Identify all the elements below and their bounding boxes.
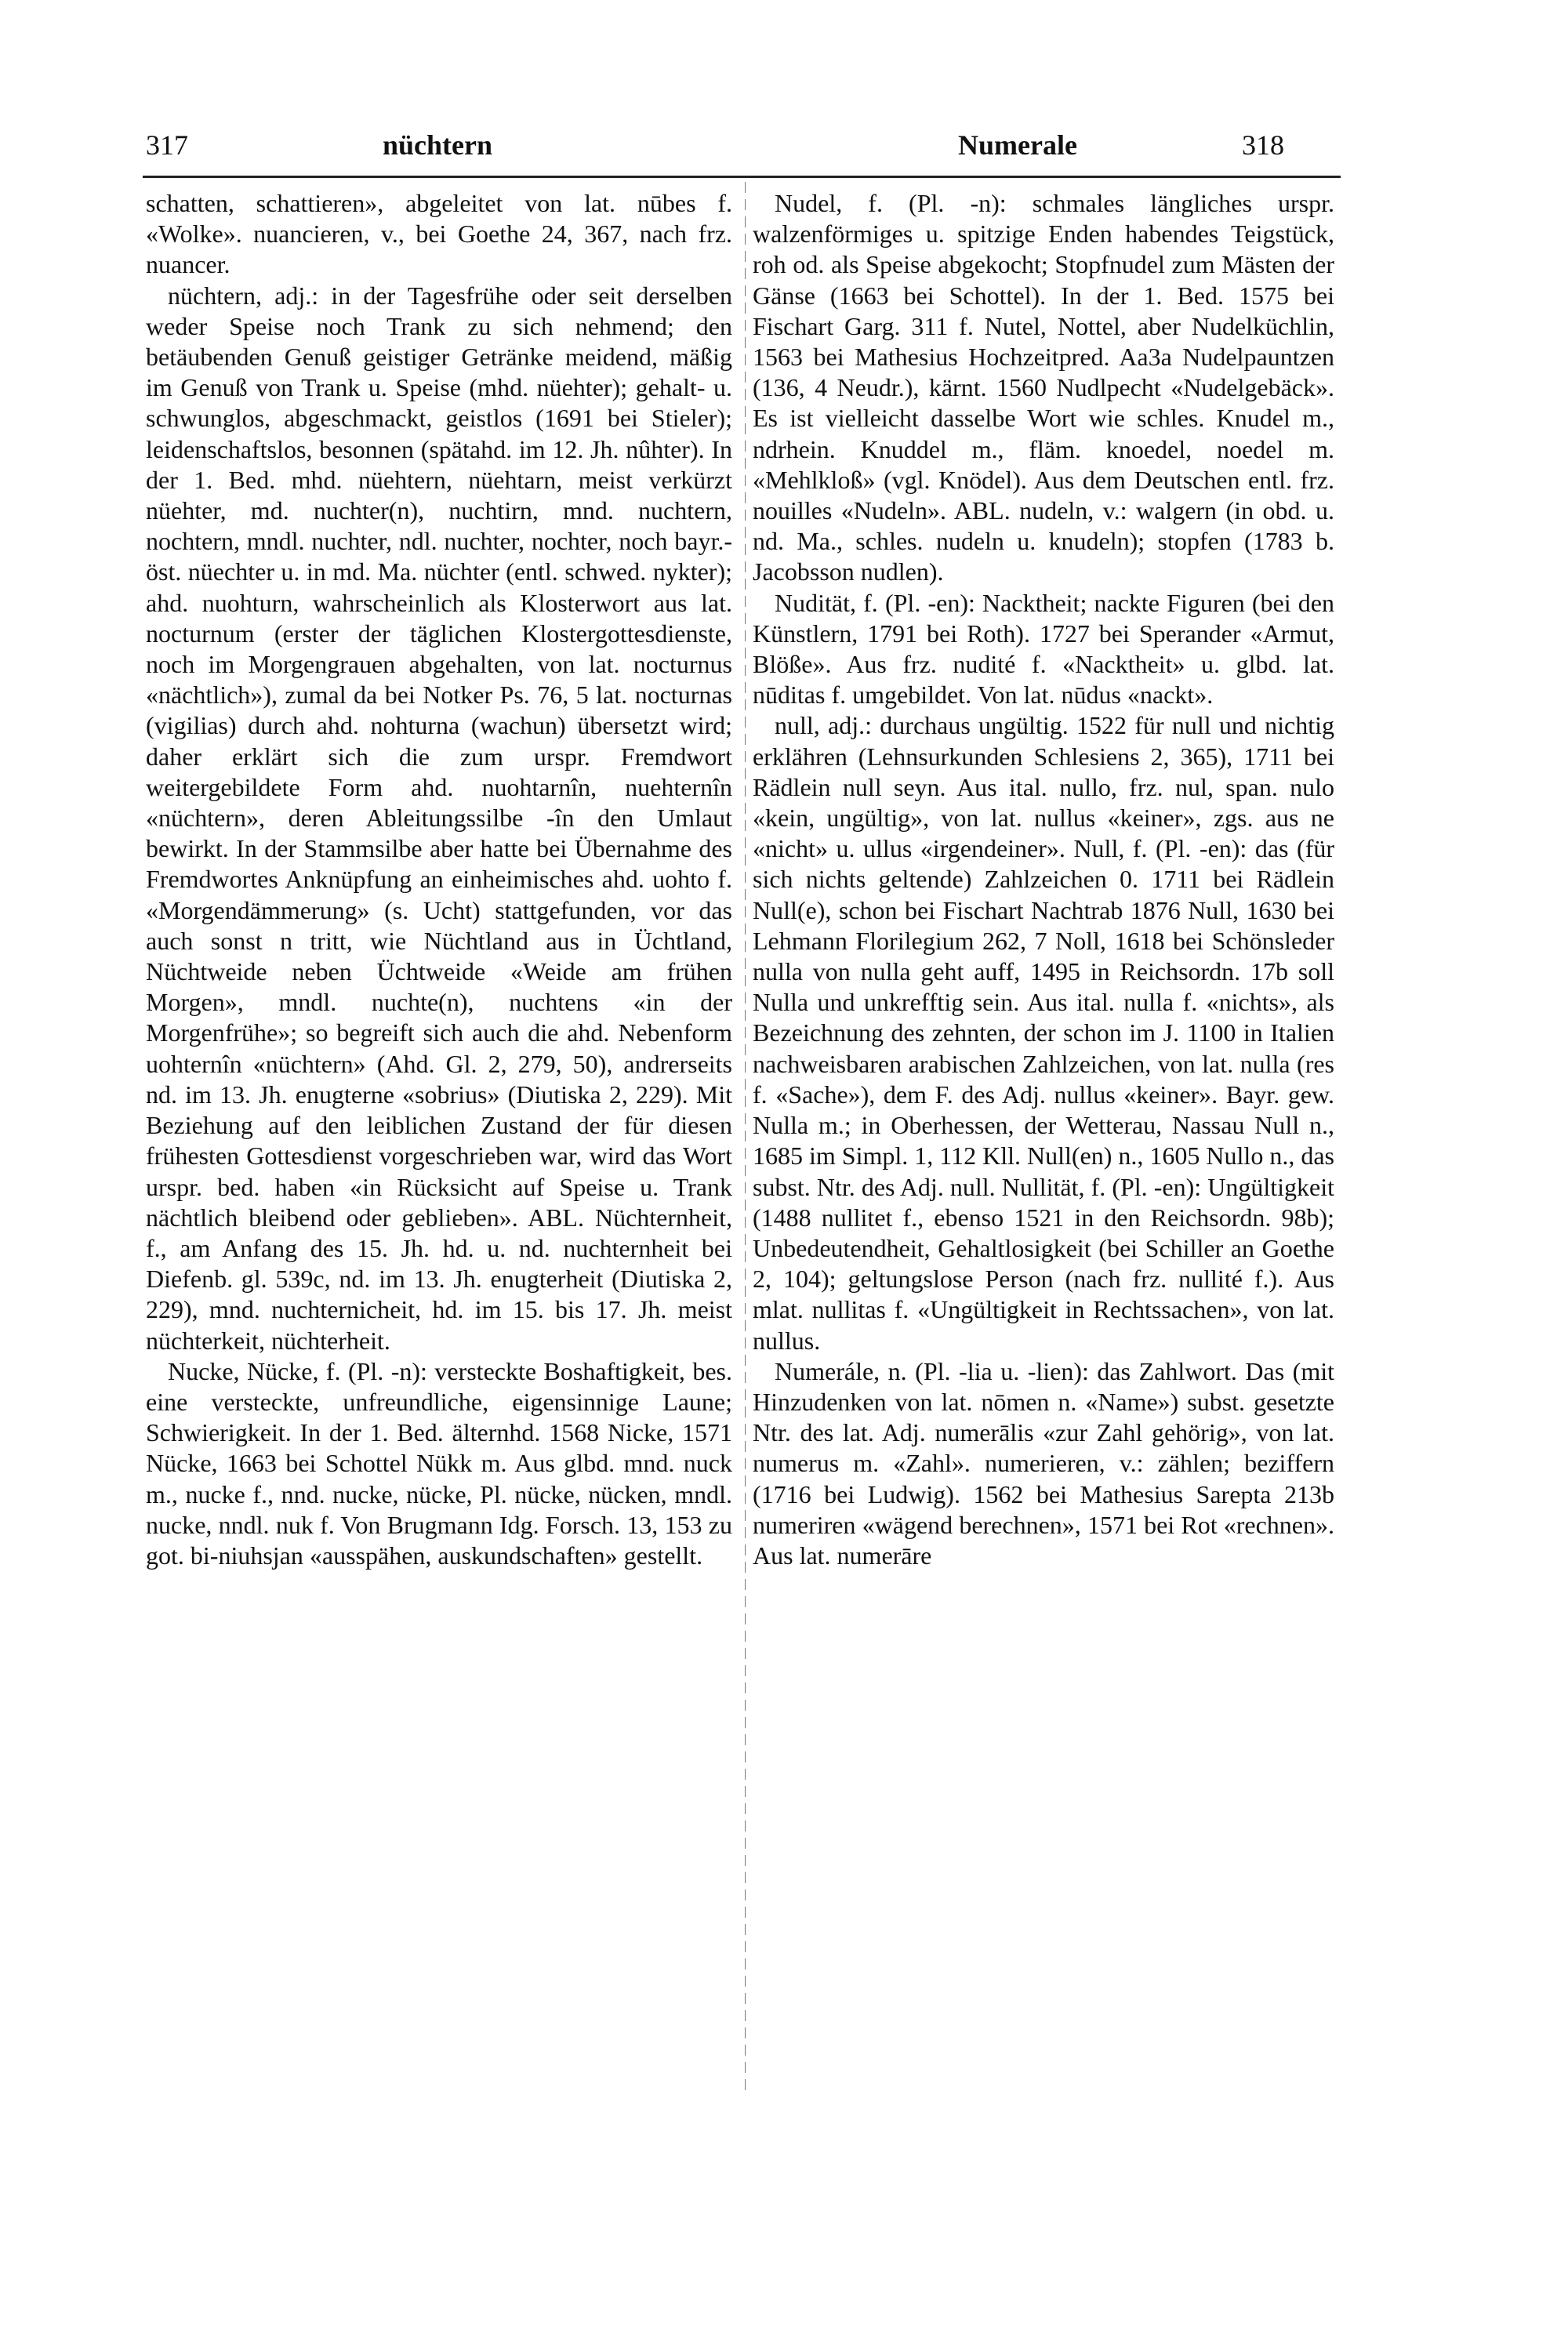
entry-null: null, adj.: durchaus ungültig. 1522 für null und nichtig erklähren (Lehnsurkunden Schlesiens 2, 365), 1711 bei Rädlein null seyn. Aus ital. nullo, frz. nul, span. nulo «kein, ungültig», von lat. nullus «keiner», zgs. aus ne «nicht» u. ullus «irgendeiner». Null, f. (Pl. -en): das (für sich nichts geltende) Zahlzeichen 0. 1711 bei Rädlein Null(e), schon bei Fischart Nachtrab 1876 Null, 1630 bei Lehmann Florilegium 262, 7 Noll, 1618 bei Schönsleder nulla von nulla geht auff, 1495 in Reichsordn. 17b soll Nulla und unkrefftig sein. Aus ital. nulla f. «nichts», als Bezeichnung des zehnten, der schon im J. 1100 in Italien nachweisbaren arabischen Zahlzeichen, von lat. nulla (res f. «Sache»), dem F. des Adj. nullus «keiner». Bayr. gew. Nulla m.; in Oberhessen, der Wetterau, Nassau Null n., 1685 im Simpl. 1, 112 Kll. Null(en) n., 1605 Nullo n., das subst. Ntr. des Adj. null. Nullität, f. (Pl. -en): Ungültigkeit (1488 nullitet f., ebenso 1521 in den Reichsordn. 98b); Unbedeutendheit, Gehaltlosigkeit (bei Schiller an Goethe 2, 104); geltungslose Person (nach frz. nullité f.). Aus mlat. nullitas f. «Ungültigkeit in Rechtssachen», von lat. nullus.: [753, 711, 1334, 1355]
entry-numerale: Numerále, n. (Pl. -lia u. -lien): das Zahlwort. Das (mit Hinzudenken von lat. nōmen n. «Name») subst. gesetzte Ntr. des lat. Adj. numerālis «zur Zahl gehörig», von lat. numerus m. «Zahl». numerieren, v.: zählen; beziffern (1716 bei Ludwig). 1562 bei Mathesius Sarepta 213b numeriren «wägend berechnen», 1571 bei Rot «rechnen». Aus lat. numerāre: [753, 1356, 1334, 1570]
page-number-left: 317: [146, 129, 188, 161]
entry-nuancieren-continued: schatten, schattieren», abgeleitet von lat. nūbes f. «Wolke». nuancieren, v., bei Goethe 24, 367, nach frz. nuancer.: [146, 189, 732, 279]
header-rule: [143, 176, 1341, 178]
entry-nuechtern: nüchtern, adj.: in der Tagesfrühe oder seit derselben weder Speise noch Trank zu sich nehmend; den betäubenden Genuß geistiger Getränke meidend, mäßig im Genuß von Trank u. Speise (mhd. nüehter); gehalt- u. schwunglos, abgeschmackt, geistlos (1691 bei Stieler); leidenschaftslos, besonnen (spätahd. im 12. Jh. nûhter). In der 1. Bed. mhd. nüehtern, nüehtarn, meist verkürzt nüehter, md. nuchter(n), nuchtirn, mnd. nuchtern, nochtern, mndl. nuchter, ndl. nuchter, nochter, noch bayr.-öst. nüechter u. in md. Ma. nüchter (entl. schwed. nykter); ahd. nuohturn, wahrscheinlich als Klosterwort aus lat. nocturnum (erster der täglichen Klostergottesdienste, noch im Morgengrauen abgehalten, von lat. nocturnus «nächtlich»), zumal da bei Notker Ps. 76, 5 lat. nocturnas (vigilias) durch ahd. nohturna (wachun) übersetzt wird; daher erklärt sich die zum urspr. Fremdwort weitergebildete Form ahd. nuohtarnîn, nuehternîn «nüchtern», deren Ableitungssilbe -în den Umlaut bewirkt. In der Stammsilbe aber hatte bei Übernahme des Fremdwortes Anknüpfung an einheimisches ahd. uohto f. «Morgendämmerung» (s. Ucht) stattgefunden, vor das auch sonst n tritt, wie Nüchtland aus in Üchtland, Nüchtweide neben Üchtweide «Weide am frühen Morgen», mndl. nuchte(n), nuchtens «in der Morgenfrühe»; so begreift sich auch die ahd. Nebenform uohternîn «nüchtern» (Ahd. Gl. 2, 279, 50), andrerseits nd. im 13. Jh. enugterne «sobrius» (Diutiska 2, 229). Mit Beziehung auf den leiblichen Zustand der für diesen frühesten Gottesdienst vorgeschrieben war, wird das Wort urspr. bed. haben «in Rücksicht auf Speise u. Trank nächtlich bleibend oder geblieben». ABL. Nüchternheit, f., am Anfang des 15. Jh. hd. u. nd. nuchternheit bei Diefenb. gl. 539c, nd. im 13. Jh. enugterheit (Diutiska 2, 229), mnd. nuchternicheit, hd. im 15. bis 17. Jh. meist nüchterkeit, nüchterheit.: [146, 281, 732, 1355]
entry-nudel: Nudel, f. (Pl. -n): schmales längliches urspr. walzenförmiges u. spitzige Enden habendes Teigstück, roh od. als Speise abgekocht; Stopfnudel zum Mästen der Gänse (1663 bei Schottel). In der 1. Bed. 1575 bei Fischart Garg. 311 f. Nutel, Nottel, aber Nudelküchlin, 1563 bei Mathesius Hochzeitpred. Aa3a Nudelpauntzen (136, 4 Neudr.), kärnt. 1560 Nudlpecht «Nudelgebäck». Es ist vielleicht dasselbe Wort wie schles. Knudel m., ndrhein. Knuddel m., fläm. knoedel, noedel m. «Mehlkloß» (vgl. Knödel). Aus dem Deutschen entl. frz. nouilles «Nudeln». ABL. nudeln, v.: walgern (in obd. u. nd. Ma., schles. nudeln u. knudeln); stopfen (1783 b. Jacobsson nudlen).: [753, 189, 1334, 586]
page-number-right: 318: [1242, 129, 1284, 161]
page-header: [0, 129, 1568, 176]
entry-nuditaet: Nudität, f. (Pl. -en): Nacktheit; nackte Figuren (bei den Künstlern, 1791 bei Roth). 1727 bei Sperander «Armut, Blöße». Aus frz. nudité f. «Nacktheit» u. glbd. lat. nūditas f. umgebildet. Von lat. nūdus «nackt».: [753, 588, 1334, 710]
right-column: [753, 188, 1334, 1571]
running-headword-right: Numerale: [958, 129, 1077, 161]
left-column: [146, 188, 732, 1571]
running-headword-left: nüchtern: [383, 129, 493, 161]
column-divider: [745, 182, 746, 2095]
entry-nucke: Nucke, Nücke, f. (Pl. -n): versteckte Boshaftigkeit, bes. eine versteckte, unfreundliche, eigensinnige Laune; Schwierigkeit. In der 1. Bed. älternhd. 1568 Nicke, 1571 Nücke, 1663 bei Schottel Nükk m. Aus glbd. mnd. nuck m., nucke f., nnd. nucke, nücke, Pl. nücke, nücken, mndl. nucke, nndl. nuk f. Von Brugmann Idg. Forsch. 13, 153 zu got. bi-niuhsjan «ausspähen, auskundschaften» gestellt.: [146, 1356, 732, 1570]
